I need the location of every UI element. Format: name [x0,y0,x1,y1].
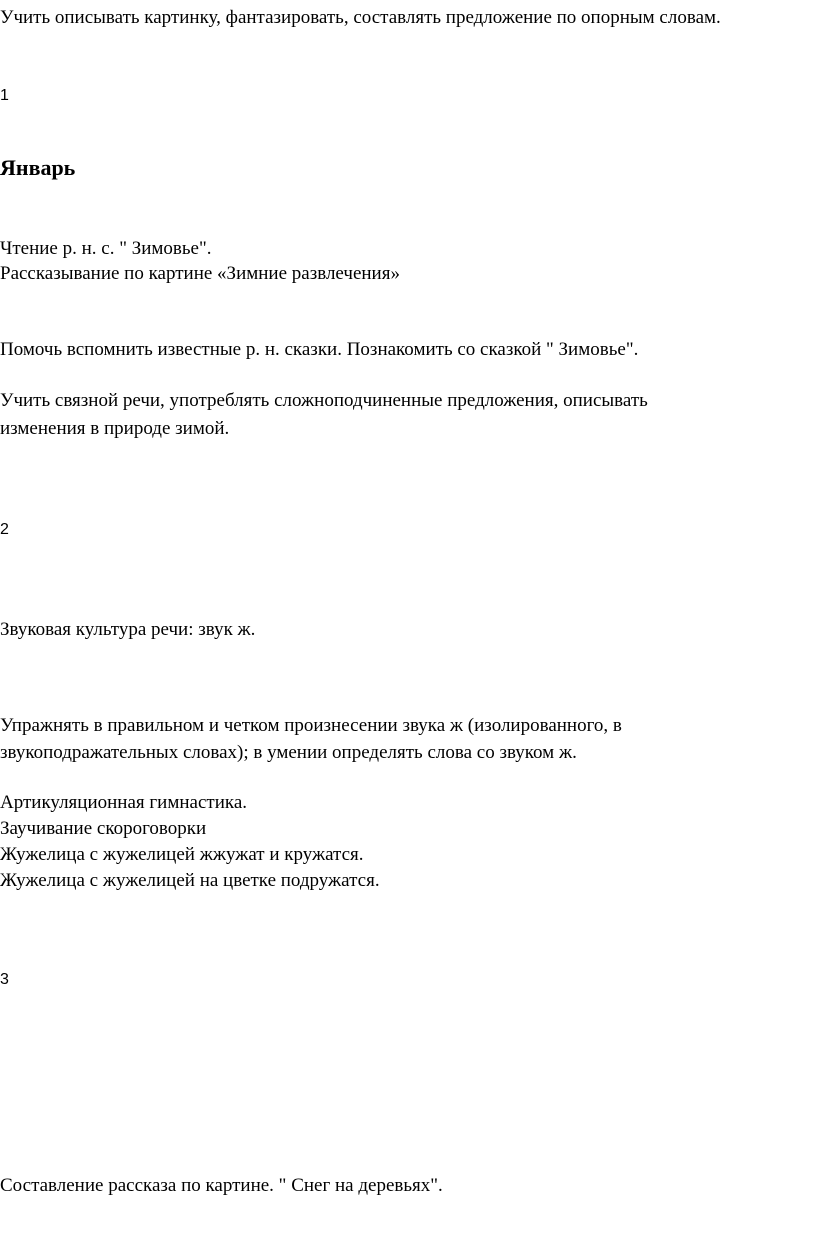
lesson1-goal2-line1: Учить связной речи, употреблять сложноподчиненные предложения, описывать [0,390,648,411]
item-number-1: 1 [0,87,9,104]
lesson1-goal1: Помочь вспомнить известные р. н. сказки. Познакомить со сказкой " Зимовье". [0,339,639,360]
lesson2-note-3: Жужелица с жужелицей жжужат и кружатся. [0,844,364,865]
lesson2-goal-line1: Упражнять в правильном и четком произнесении звука ж (изолированного, в [0,715,622,736]
lesson2-goal-line2: звукоподражательных словах); в умении определять слова со звуком ж. [0,742,577,763]
lesson2-note-1: Артикуляционная гимнастика. [0,792,247,813]
lesson2-title: Звуковая культура речи: звук ж. [0,619,256,640]
item-number-2: 2 [0,521,9,538]
lesson3-title: Составление рассказа по картине. " Снег на деревьях". [0,1175,443,1196]
lesson2-note-4: Жужелица с жужелицей на цветке подружатся. [0,870,380,891]
lesson1-title-line1: Чтение р. н. с. " Зимовье". [0,238,212,259]
lesson2-note-2: Заучивание скороговорки [0,818,207,839]
intro-line: Учить описывать картинку, фантазировать, составлять предложение по опорным словам. [0,7,721,28]
lesson1-title-line2: Рассказывание по картине «Зимние развлечения» [0,263,400,284]
lesson1-goal2-line2: изменения в природе зимой. [0,418,230,439]
month-heading: Январь [0,155,76,180]
item-number-3: 3 [0,971,9,988]
